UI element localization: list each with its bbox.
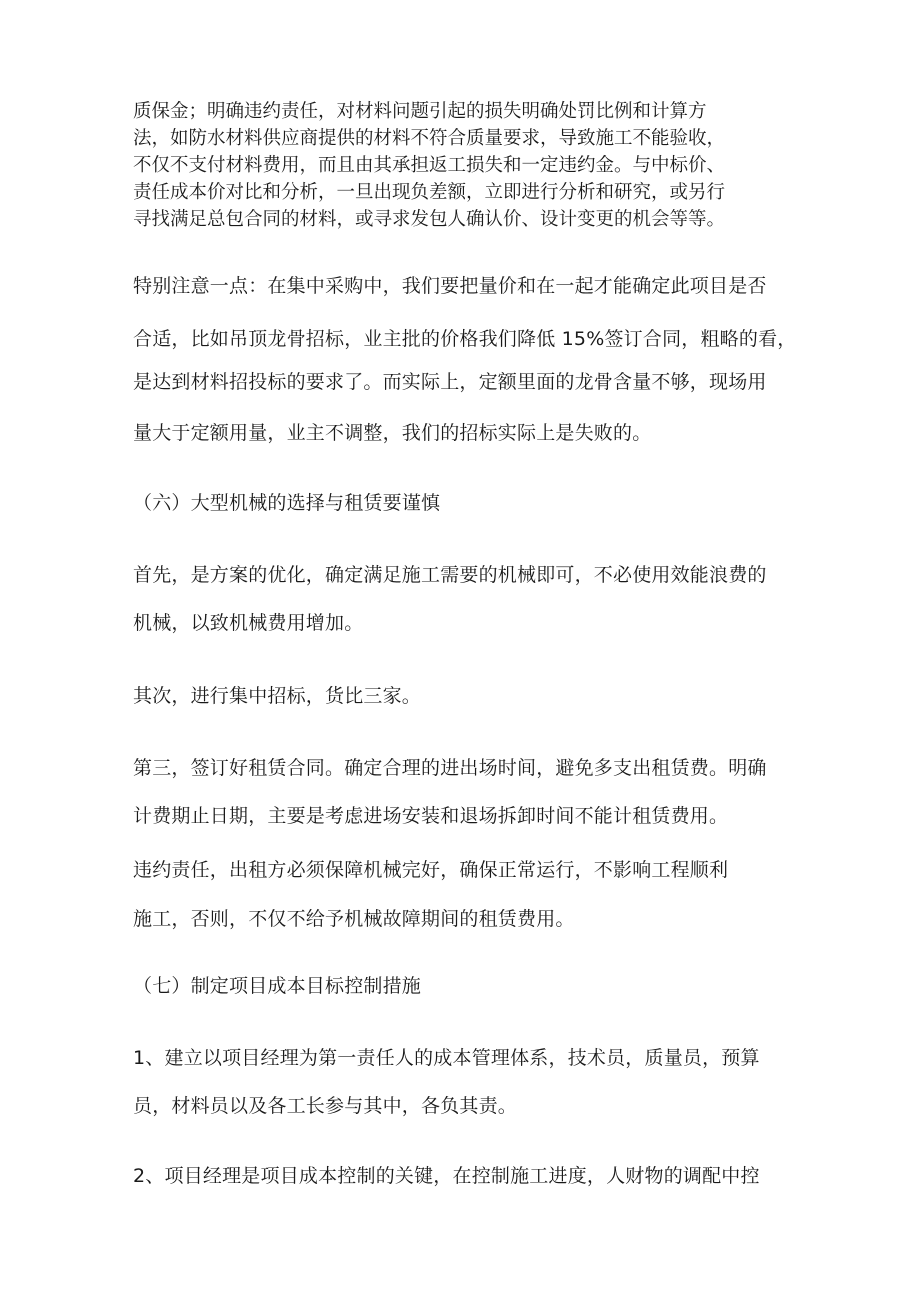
text-line: 计费期止日期，主要是考虑进场安装和退场拆卸时间不能计租赁费用。 [133,805,729,827]
text-line: 其次，进行集中招标，货比三家。 [133,685,422,707]
text-line: 不仅不支付材料费用，而且由其承担返工损失和一定违约金。与中标价、 [133,155,726,176]
text-line: 寻找满足总包合同的材料，或寻求发包人确认价、设计变更的机会等等。 [133,209,726,230]
text-line: 员，材料员以及各工长参与其中，各负其责。 [133,1095,518,1117]
text-line: 量大于定额用量，业主不调整，我们的招标实际上是失败的。 [133,422,652,444]
section-heading: （七）制定项目成本目标控制措施 [133,975,422,997]
text-line: 责任成本价对比和分析，一旦出现负差额，立即进行分析和研究，或另行 [133,182,726,203]
text-line: 合适，比如吊顶龙骨招标，业主批的价格我们降低 15%签订合同，粗略的看， [133,328,797,350]
text-line: 法，如防水材料供应商提供的材料不符合质量要求，导致施工不能验收， [133,128,726,149]
section-heading: （六）大型机械的选择与租赁要谨慎 [133,492,441,514]
text-line: 第三，签订好租赁合同。确定合理的进出场时间，避免多支出租赁费。明确 [133,757,767,779]
text-line: 2、项目经理是项目成本控制的关键，在控制施工进度，人财物的调配中控 [133,1165,760,1187]
text-line: 违约责任，出租方必须保障机械完好，确保正常运行，不影响工程顺利 [133,859,729,881]
text-line: 首先，是方案的优化，确定满足施工需要的机械即可，不必使用效能浪费的 [133,564,767,586]
text-line: 特别注意一点：在集中采购中，我们要把量价和在一起才能确定此项目是否 [133,275,767,297]
text-line: 是达到材料招投标的要求了。而实际上，定额里面的龙骨含量不够，现场用 [133,371,767,393]
text-line: 1、建立以项目经理为第一责任人的成本管理体系，技术员，质量员，预算 [133,1047,760,1069]
text-line: 机械，以致机械费用增加。 [133,612,364,634]
text-line: 施工，否则，不仅不给予机械故障期间的租赁费用。 [133,908,575,930]
text-line: 质保金；明确违约责任，对材料问题引起的损失明确处罚比例和计算方 [133,101,707,122]
